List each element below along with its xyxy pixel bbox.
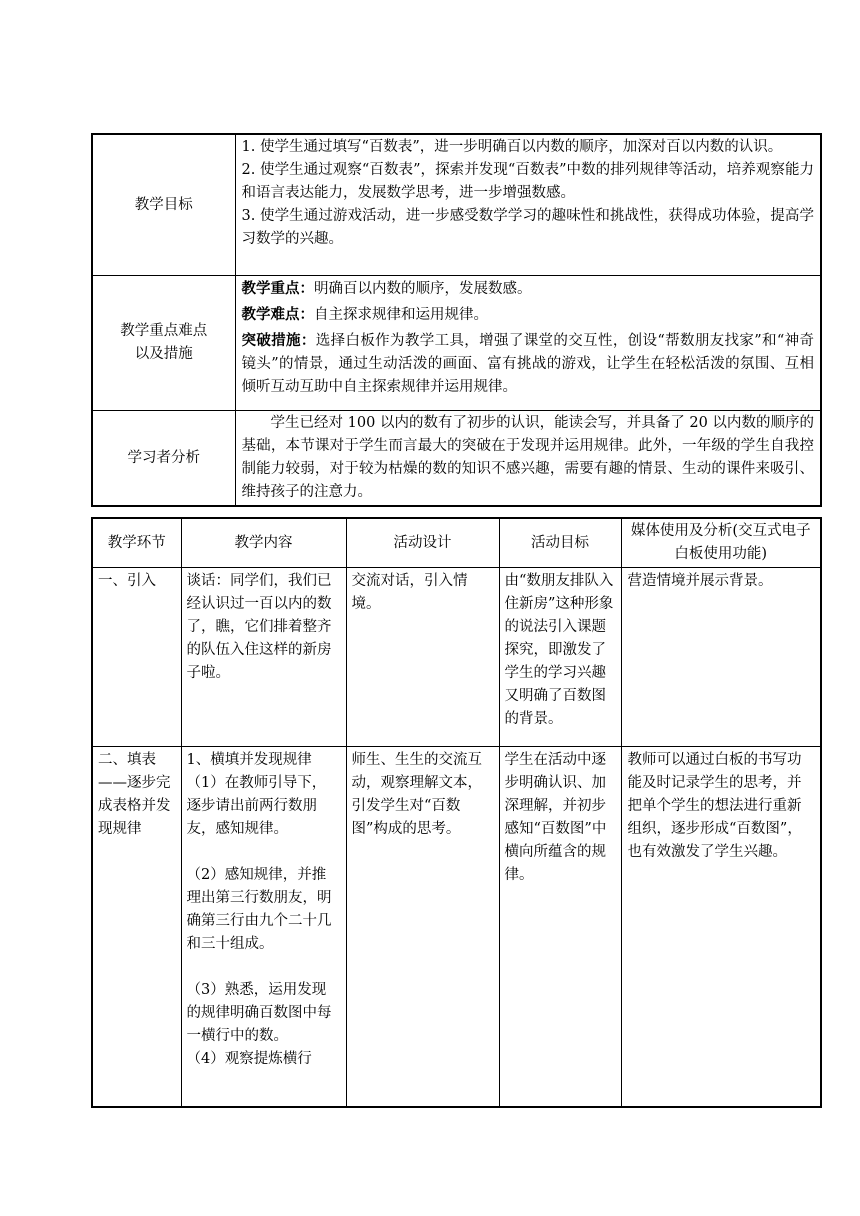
- key-point-label: 教学重点：: [241, 280, 314, 297]
- media-cell: 营造情境并展示背景。: [621, 568, 821, 747]
- goal-line-2: 2. 使学生通过观察“百数表”，探索并发现“百数表”中数的排列规律等活动，培养观察能力和语言表达能力，发展数学思考，进一步增强数感。: [241, 162, 814, 201]
- content-paragraph: （2）感知规律，并推理出第三行数朋友，明确第三行由九个二十几和三十组成。: [186, 867, 332, 952]
- measure-text: 选择白板作为教学工具，增强了课堂的交互性，创设“帮数朋友找家”和“神奇镜头”的情景，通过生动活泼的画面、富有挑战的游戏，让学生在轻松活泼的氛围、互相倾听互动互助中自主探索规律并运用规律。: [241, 333, 814, 395]
- media-cell: 教师可以通过白板的书写功能及时记录学生的思考，并把单个学生的想法进行重新组织，逐步形成“百数图”，也有效激发了学生兴趣。: [621, 747, 821, 1107]
- difficulty-text: 自主探求规律和运用规律。: [314, 307, 488, 323]
- content-cell: [181, 747, 346, 1107]
- goal-cell: 由“数朋友排队入住新房”这种形象的说法引入课题探究，即激发了学生的学习兴趣又明确了百数图的背景。: [499, 568, 621, 747]
- col-header-design: 活动设计: [346, 518, 499, 568]
- difficulty-label: 教学难点：: [241, 306, 314, 323]
- difficulty-item: [242, 303, 815, 327]
- key-points-content: [235, 276, 821, 411]
- key-points-row: [92, 276, 821, 411]
- goal-line-1: 1. 使学生通过填写“百数表”，进一步明确百以内数的顺序，加深对百以内数的认识。: [241, 139, 783, 155]
- content-paragraph: （3）熟悉，运用发现的规律明确百数图中每一横行中的数。: [186, 982, 332, 1044]
- stage-cell: 二、填表——逐步完成表格并发现规律: [92, 747, 181, 1107]
- goal-header: 教学目标: [92, 134, 235, 276]
- design-cell: 师生、生生的交流互动，观察理解文本，引发学生对“百数图”构成的思考。: [346, 747, 499, 1107]
- key-points-header: [92, 276, 235, 411]
- stage-cell: 一、引入: [92, 568, 181, 747]
- goal-content: [235, 134, 821, 276]
- col-header-stage: 教学环节: [92, 518, 181, 568]
- goal-row: [92, 134, 821, 276]
- goal-cell: 学生在活动中逐步明确认识、加深理解，并初步感知“百数图”中横向所蕴含的规律。: [499, 747, 621, 1107]
- learner-header: 学习者分析: [92, 411, 235, 507]
- table-row: [92, 568, 821, 747]
- info-table: [91, 133, 822, 507]
- key-points-header-text: 教学重点难点以及措施: [120, 323, 208, 362]
- table-row: [92, 747, 821, 1107]
- content-paragraph: 1、横填并发现规律: [186, 752, 312, 768]
- key-point-text: 明确百以内数的顺序，发展数感。: [314, 281, 532, 297]
- learner-row: [92, 411, 821, 507]
- design-cell: 交流对话，引入情境。: [346, 568, 499, 747]
- process-table: [91, 517, 822, 1108]
- col-header-content: 教学内容: [181, 518, 346, 568]
- goal-line-3: 3. 使学生通过游戏活动，进一步感受数学学习的趣味性和挑战性，获得成功体验，提高学习数学的兴趣。: [241, 208, 814, 247]
- measure-label: 突破措施：: [241, 332, 316, 349]
- learner-content: [235, 411, 821, 507]
- learner-text: 学生已经对 100 以内的数有了初步的认识，能读会写，并具备了 20 以内数的顺序的基础，本节课对于学生而言最大的突破在于发现并运用规律。此外，一年级的学生自我控制能力较弱，对于较为枯燥的数的知识不感兴趣，需要有趣的情景、生动的课件来吸引、维持孩子的注意力。: [241, 415, 814, 500]
- header-row: [92, 518, 821, 568]
- col-header-media: 媒体使用及分析(交互式电子白板使用功能): [621, 518, 821, 568]
- key-point-item: [242, 277, 815, 301]
- content-paragraph: （1）在教师引导下，逐步请出前两行数朋友，感知规律。: [186, 775, 327, 837]
- content-paragraph: （4）观察提炼横行: [186, 1051, 312, 1067]
- measure-item: [242, 329, 815, 399]
- col-header-goal: 活动目标: [499, 518, 621, 568]
- content-cell: 谈话：同学们，我们已经认识过一百以内的数了，瞧，它们排着整齐的队伍入住这样的新房子啦。: [181, 568, 346, 747]
